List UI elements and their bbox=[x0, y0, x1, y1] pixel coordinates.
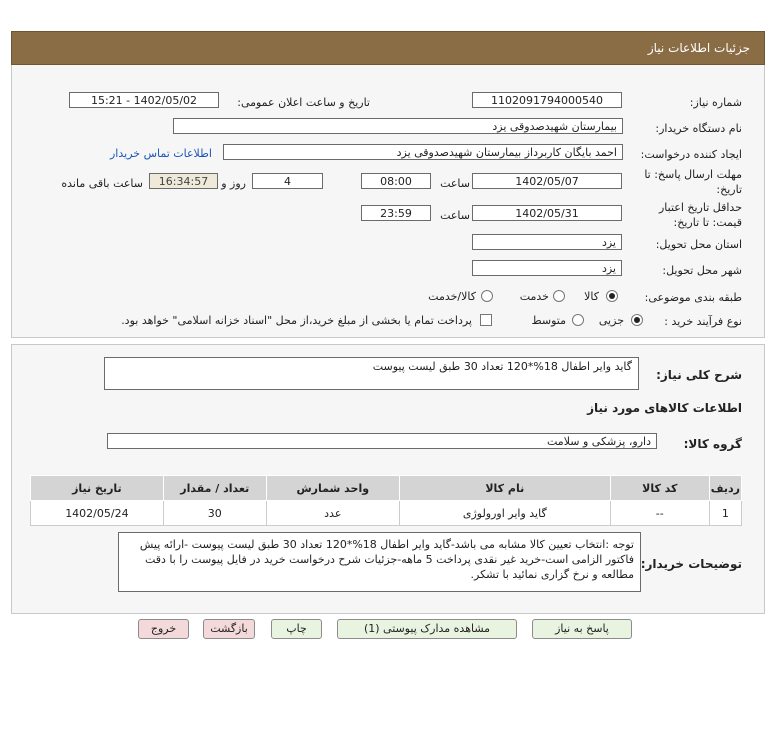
col-goods-code: کد کالا bbox=[610, 476, 709, 501]
buyer-contact-link[interactable]: اطلاعات تماس خریدار bbox=[110, 147, 212, 160]
category-label: طبقه بندی موضوعی: bbox=[644, 291, 742, 304]
requester-label: ایجاد کننده درخواست: bbox=[640, 148, 742, 161]
cell-goods-code: -- bbox=[610, 501, 709, 526]
cell-row-number: 1 bbox=[709, 501, 741, 526]
buyer-notes-label: توضیحات خریدار: bbox=[640, 557, 742, 571]
category-radio-goods-service[interactable] bbox=[481, 290, 493, 302]
city-label: شهر محل تحویل: bbox=[662, 264, 742, 277]
print-button[interactable]: چاپ bbox=[271, 619, 322, 639]
validity-date-field: 1402/05/31 bbox=[472, 205, 622, 221]
validity-label: حداقل تاریخ اعتبار bbox=[658, 201, 742, 214]
goods-group-label: گروه کالا: bbox=[683, 437, 742, 451]
table-row[interactable] bbox=[31, 501, 742, 526]
category-option-goods: کالا bbox=[584, 290, 599, 303]
validity-label-date: قیمت: تا تاریخ: bbox=[673, 216, 742, 229]
remaining-label: ساعت باقی مانده bbox=[61, 177, 143, 190]
announce-label: تاریخ و ساعت اعلان عمومی: bbox=[237, 96, 370, 109]
category-radio-service[interactable] bbox=[553, 290, 565, 302]
category-option-goods-service: کالا/خدمت bbox=[428, 290, 476, 303]
city-field: یزد bbox=[472, 260, 622, 276]
reply-button[interactable]: پاسخ به نیاز bbox=[532, 619, 632, 639]
col-unit: واحد شمارش bbox=[266, 476, 399, 501]
category-option-service: خدمت bbox=[519, 290, 549, 303]
table-header-row bbox=[31, 476, 742, 501]
process-radio-minor[interactable] bbox=[631, 314, 643, 326]
days-field: 4 bbox=[252, 173, 323, 189]
cell-goods-name: گاید وایر اورولوژی bbox=[399, 501, 610, 526]
items-table bbox=[30, 475, 742, 526]
process-option-minor: جزیی bbox=[598, 314, 624, 327]
validity-time-label: ساعت bbox=[440, 209, 470, 222]
cell-unit: عدد bbox=[266, 501, 399, 526]
page-title: جزئیات اطلاعات نیاز bbox=[647, 41, 750, 55]
need-number-field: 1102091794000540 bbox=[472, 92, 622, 108]
deadline-time-label: ساعت bbox=[440, 177, 470, 190]
deadline-date-field: 1402/05/07 bbox=[472, 173, 622, 189]
back-button[interactable]: بازگشت bbox=[203, 619, 255, 639]
province-label: استان محل تحویل: bbox=[655, 238, 742, 251]
cell-need-date: 1402/05/24 bbox=[31, 501, 164, 526]
deadline-label: مهلت ارسال پاسخ: تا bbox=[644, 168, 742, 181]
general-desc-field: گاید وایر اطفال 18%*120 تعداد 30 طبق لیست پیوست bbox=[104, 357, 639, 390]
requester-field: احمد بایگان کاربرداز بیمارستان شهیدصدوقی یزد bbox=[223, 144, 623, 160]
process-label: نوع فرآیند خرید : bbox=[664, 315, 742, 328]
deadline-label-date: تاریخ: bbox=[716, 183, 742, 196]
col-row-number: ردیف bbox=[709, 476, 741, 501]
deadline-time-field: 08:00 bbox=[361, 173, 431, 189]
buyer-notes-field: توجه :انتخاب تعیین کالا مشابه می باشد-گاید وایر اطفال 18%*120 تعداد 30 طبق لیست پیوست -ارائه پیش فاکتور الزامی است-خرید غیر نقدی پرداخت 5 ماهه-جزئیات شرح درخواست خرید در فایل پیوست را با دقت مطالعه و نرخ گزاری نمائید با تشکر. bbox=[118, 532, 641, 592]
process-radio-medium[interactable] bbox=[572, 314, 584, 326]
general-desc-label: شرح کلی نیاز: bbox=[656, 368, 742, 382]
cell-quantity: 30 bbox=[163, 501, 266, 526]
page-header bbox=[11, 31, 765, 65]
remaining-time-field: 16:34:57 bbox=[149, 173, 218, 189]
col-quantity: تعداد / مقدار bbox=[163, 476, 266, 501]
process-option-medium: متوسط bbox=[531, 314, 566, 327]
exit-button[interactable]: خروج bbox=[138, 619, 189, 639]
treasury-payment-checkbox[interactable] bbox=[480, 314, 492, 326]
validity-time-field: 23:59 bbox=[361, 205, 431, 221]
items-info-title: اطلاعات کالاهای مورد نیاز bbox=[587, 401, 742, 415]
col-need-date: تاریخ نیاز bbox=[31, 476, 164, 501]
col-goods-name: نام کالا bbox=[399, 476, 610, 501]
days-label: روز و bbox=[221, 177, 246, 190]
category-radio-goods[interactable] bbox=[606, 290, 618, 302]
announce-field: 1402/05/02 - 15:21 bbox=[69, 92, 219, 108]
goods-group-field: دارو، پزشکی و سلامت bbox=[107, 433, 657, 449]
buyer-org-field: بیمارستان شهیدصدوقی یزد bbox=[173, 118, 623, 134]
treasury-payment-note: پرداخت تمام یا بخشی از مبلغ خرید،از محل "اسناد خزانه اسلامی" خواهد بود. bbox=[121, 314, 472, 327]
view-attachments-button[interactable]: مشاهده مدارک پیوستی (1) bbox=[337, 619, 517, 639]
need-number-label: شماره نیاز: bbox=[689, 96, 742, 109]
buyer-org-label: نام دستگاه خریدار: bbox=[655, 122, 742, 135]
province-field: یزد bbox=[472, 234, 622, 250]
